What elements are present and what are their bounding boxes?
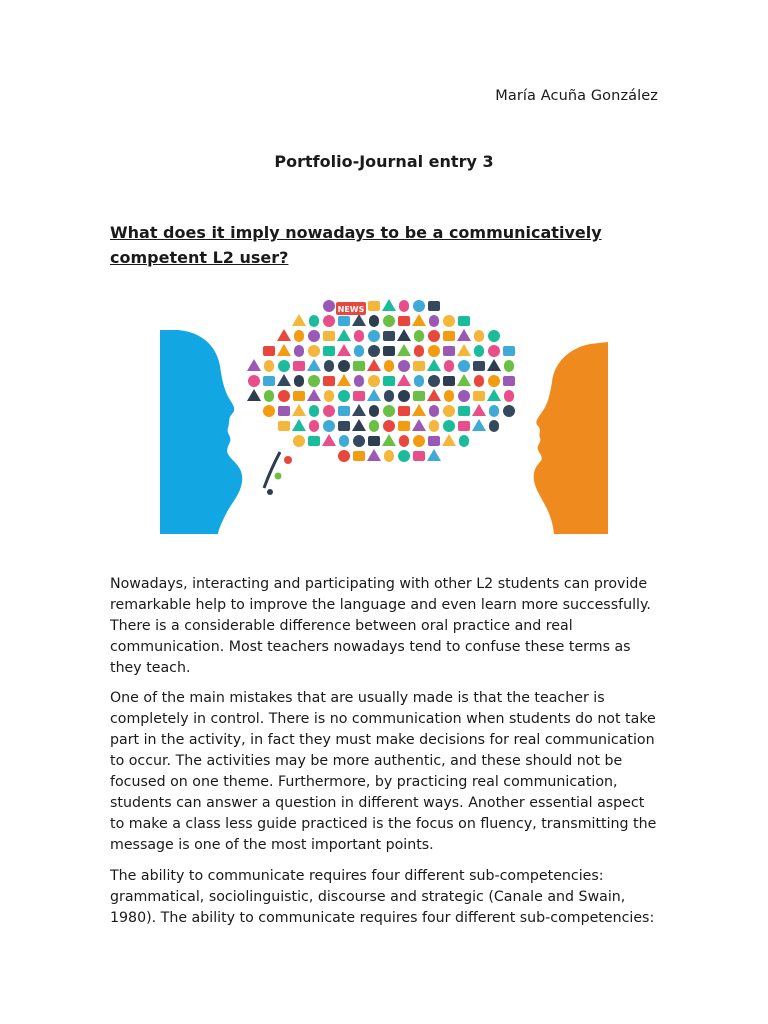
cluster-icon	[413, 435, 425, 447]
cluster-icon	[338, 316, 350, 326]
cluster-icon	[428, 375, 440, 387]
cluster-icon	[412, 314, 426, 326]
cluster-icon	[367, 359, 381, 371]
cluster-icon	[339, 435, 349, 447]
cluster-icon	[443, 405, 455, 417]
bubble-tail-icon	[264, 452, 280, 488]
cluster-icon	[487, 389, 501, 401]
cluster-icon	[323, 300, 335, 312]
cluster-icon	[414, 330, 424, 342]
cluster-icon	[413, 300, 425, 312]
cluster-icon	[474, 330, 484, 342]
paragraph-2: One of the main mistakes that are usually made is that the teacher is completely in control. There is no communication when students do not take part in the activity, in fact they must make decisions for real communication to occur. The activities may be more authentic, and these should not be focused on one theme. Furthermore, by practicing real communication, students can answer a question in different ways. Another essential aspect to make a class less guide practiced is the focus on fluency, transmitting the message is one of the most important points.	[110, 690, 657, 853]
cluster-icon	[444, 390, 454, 402]
cluster-icon	[443, 376, 455, 386]
cluster-icon	[322, 434, 336, 446]
cluster-icon	[264, 360, 274, 372]
cluster-icon	[338, 360, 350, 372]
cluster-icon	[353, 391, 365, 401]
cluster-icon	[427, 389, 441, 401]
cluster-icon	[338, 390, 350, 402]
cluster-icon	[488, 330, 500, 342]
cluster-icon	[323, 420, 335, 432]
cluster-icon	[472, 419, 486, 431]
cluster-icon	[323, 331, 335, 341]
cluster-icon	[428, 330, 440, 342]
cluster-icon	[292, 419, 306, 431]
cluster-icon	[308, 375, 320, 387]
cluster-icon	[337, 374, 351, 386]
cluster-icon	[458, 421, 470, 431]
cluster-icon	[277, 329, 291, 341]
cluster-icon	[504, 390, 514, 402]
cluster-icon	[294, 345, 304, 357]
cluster-icon	[277, 374, 291, 386]
page-title: Portfolio-Journal entry 3	[274, 152, 494, 171]
cluster-icon	[368, 301, 380, 311]
cluster-icon	[398, 390, 410, 402]
cluster-icon	[308, 345, 320, 357]
cluster-icon	[383, 346, 395, 356]
right-head-silhouette	[534, 342, 608, 534]
cluster-icon	[323, 376, 335, 386]
cluster-icon	[412, 419, 426, 431]
cluster-icon	[263, 405, 275, 417]
cluster-icon	[293, 361, 305, 371]
cluster-icon	[458, 316, 470, 326]
cluster-icon	[368, 345, 380, 357]
cluster-icon	[443, 420, 455, 432]
cluster-icon	[323, 346, 335, 356]
cluster-icon	[247, 389, 261, 401]
cluster-icon	[337, 329, 351, 341]
cluster-icon	[503, 376, 515, 386]
news-label: NEWS	[337, 305, 365, 314]
cluster-icon	[504, 360, 514, 372]
cluster-icon	[353, 451, 365, 461]
cluster-icon	[397, 344, 411, 356]
cluster-icon	[489, 405, 499, 417]
cluster-icon	[338, 450, 350, 462]
paragraph-3: The ability to communicate requires four different sub-competencies: grammatical, sociolinguistic, discourse and strategic (Canale and Swain, 1980). The ability to communicate requires four different sub-competencies:	[110, 868, 655, 926]
cluster-icon	[489, 420, 499, 432]
cluster-icon	[383, 331, 395, 341]
cluster-icon	[458, 390, 470, 402]
cluster-icon	[354, 330, 364, 342]
author-name: María Acuña González	[495, 88, 658, 104]
cluster-icon	[398, 406, 410, 416]
cluster-icon	[457, 344, 471, 356]
cluster-icon	[294, 330, 304, 342]
cluster-icon	[457, 374, 471, 386]
cluster-icon	[429, 420, 439, 432]
cluster-icon	[429, 405, 439, 417]
cluster-icon	[382, 299, 396, 311]
cluster-icon	[384, 360, 394, 372]
cluster-icon	[307, 359, 321, 371]
cluster-icon	[354, 375, 364, 387]
cluster-icon	[429, 315, 439, 327]
cluster-icon	[368, 375, 380, 387]
cluster-icon	[293, 435, 305, 447]
cluster-icon	[278, 360, 290, 372]
cluster-icon	[459, 435, 469, 447]
cluster-icon	[427, 449, 441, 461]
cluster-icon	[247, 359, 261, 371]
cluster-icon	[368, 330, 380, 342]
cluster-icon	[503, 405, 515, 417]
icon-cluster	[247, 299, 515, 495]
cluster-icon	[263, 346, 275, 356]
cluster-icon	[488, 345, 500, 357]
cluster-icon	[367, 449, 381, 461]
cluster-icon	[399, 300, 409, 312]
cluster-icon	[264, 390, 274, 402]
cluster-icon	[458, 406, 470, 416]
cluster-icon	[443, 331, 455, 341]
cluster-icon	[398, 450, 410, 462]
cluster-icon	[487, 359, 501, 371]
cluster-icon	[383, 405, 395, 417]
cluster-icon	[474, 345, 484, 357]
cluster-icon	[428, 301, 440, 311]
cluster-icon	[384, 390, 394, 402]
cluster-icon	[399, 435, 409, 447]
cluster-icon	[383, 420, 395, 432]
cluster-icon	[397, 329, 411, 341]
cluster-icon	[398, 360, 410, 372]
cluster-icon	[323, 405, 335, 417]
cluster-icon	[369, 420, 379, 432]
cluster-icon	[444, 360, 454, 372]
cluster-icon	[307, 389, 321, 401]
tail-dot-icon	[284, 456, 292, 464]
cluster-icon	[278, 406, 290, 416]
cluster-icon	[324, 390, 334, 402]
cluster-icon	[412, 404, 426, 416]
cluster-icon	[354, 345, 364, 357]
cluster-icon	[369, 405, 379, 417]
cluster-icon	[398, 421, 410, 431]
cluster-icon	[413, 361, 425, 371]
cluster-icon	[503, 346, 515, 356]
tail-dot-icon	[267, 489, 273, 495]
cluster-icon	[277, 344, 291, 356]
cluster-icon	[398, 316, 410, 326]
cluster-icon	[384, 450, 394, 462]
cluster-icon	[352, 314, 366, 326]
cluster-icon	[413, 391, 425, 401]
cluster-icon	[308, 436, 320, 446]
cluster-icon	[337, 344, 351, 356]
cluster-icon	[248, 375, 260, 387]
cluster-icon	[413, 451, 425, 461]
cluster-icon	[428, 345, 440, 357]
cluster-icon	[427, 359, 441, 371]
cluster-icon	[443, 315, 455, 327]
cluster-icon	[428, 436, 440, 446]
cluster-icon	[457, 329, 471, 341]
cluster-icon	[383, 315, 395, 327]
section-heading: What does it imply nowadays to be a communicatively competent L2 user?	[110, 223, 602, 267]
cluster-icon	[278, 390, 290, 402]
cluster-icon	[308, 330, 320, 342]
cluster-icon	[324, 360, 334, 372]
communication-illustration	[160, 282, 608, 534]
cluster-icon	[353, 435, 365, 447]
cluster-icon	[472, 404, 486, 416]
cluster-icon	[442, 434, 456, 446]
cluster-icon	[263, 376, 275, 386]
cluster-icon	[367, 389, 381, 401]
cluster-icon	[488, 375, 500, 387]
cluster-icon	[309, 420, 319, 432]
cluster-icon	[458, 360, 470, 372]
cluster-icon	[352, 419, 366, 431]
cluster-icon	[369, 315, 379, 327]
cluster-icon	[293, 391, 305, 401]
cluster-icon	[397, 374, 411, 386]
paragraph-1: Nowadays, interacting and participating with other L2 students can provide remarkable help to improve the language and even learn more successfully. There is a considerable difference between oral practice and real communication. Most teachers nowadays tend to confuse these terms as they teach.	[110, 576, 651, 676]
cluster-icon	[338, 421, 350, 431]
left-head-silhouette	[160, 330, 242, 534]
cluster-icon	[352, 404, 366, 416]
cluster-icon	[414, 375, 424, 387]
cluster-icon	[353, 361, 365, 371]
cluster-icon	[309, 405, 319, 417]
cluster-icon	[443, 346, 455, 356]
cluster-icon	[414, 345, 424, 357]
tail-dot-icon	[275, 473, 282, 480]
cluster-icon	[382, 434, 396, 446]
cluster-icon	[294, 375, 304, 387]
cluster-icon	[278, 421, 290, 431]
cluster-icon	[368, 436, 380, 446]
cluster-icon	[292, 314, 306, 326]
cluster-icon	[473, 361, 485, 371]
cluster-icon	[338, 406, 350, 416]
cluster-icon	[292, 404, 306, 416]
cluster-icon	[323, 315, 335, 327]
cluster-icon	[473, 391, 485, 401]
cluster-icon	[309, 315, 319, 327]
cluster-icon	[383, 376, 395, 386]
cluster-icon	[474, 375, 484, 387]
